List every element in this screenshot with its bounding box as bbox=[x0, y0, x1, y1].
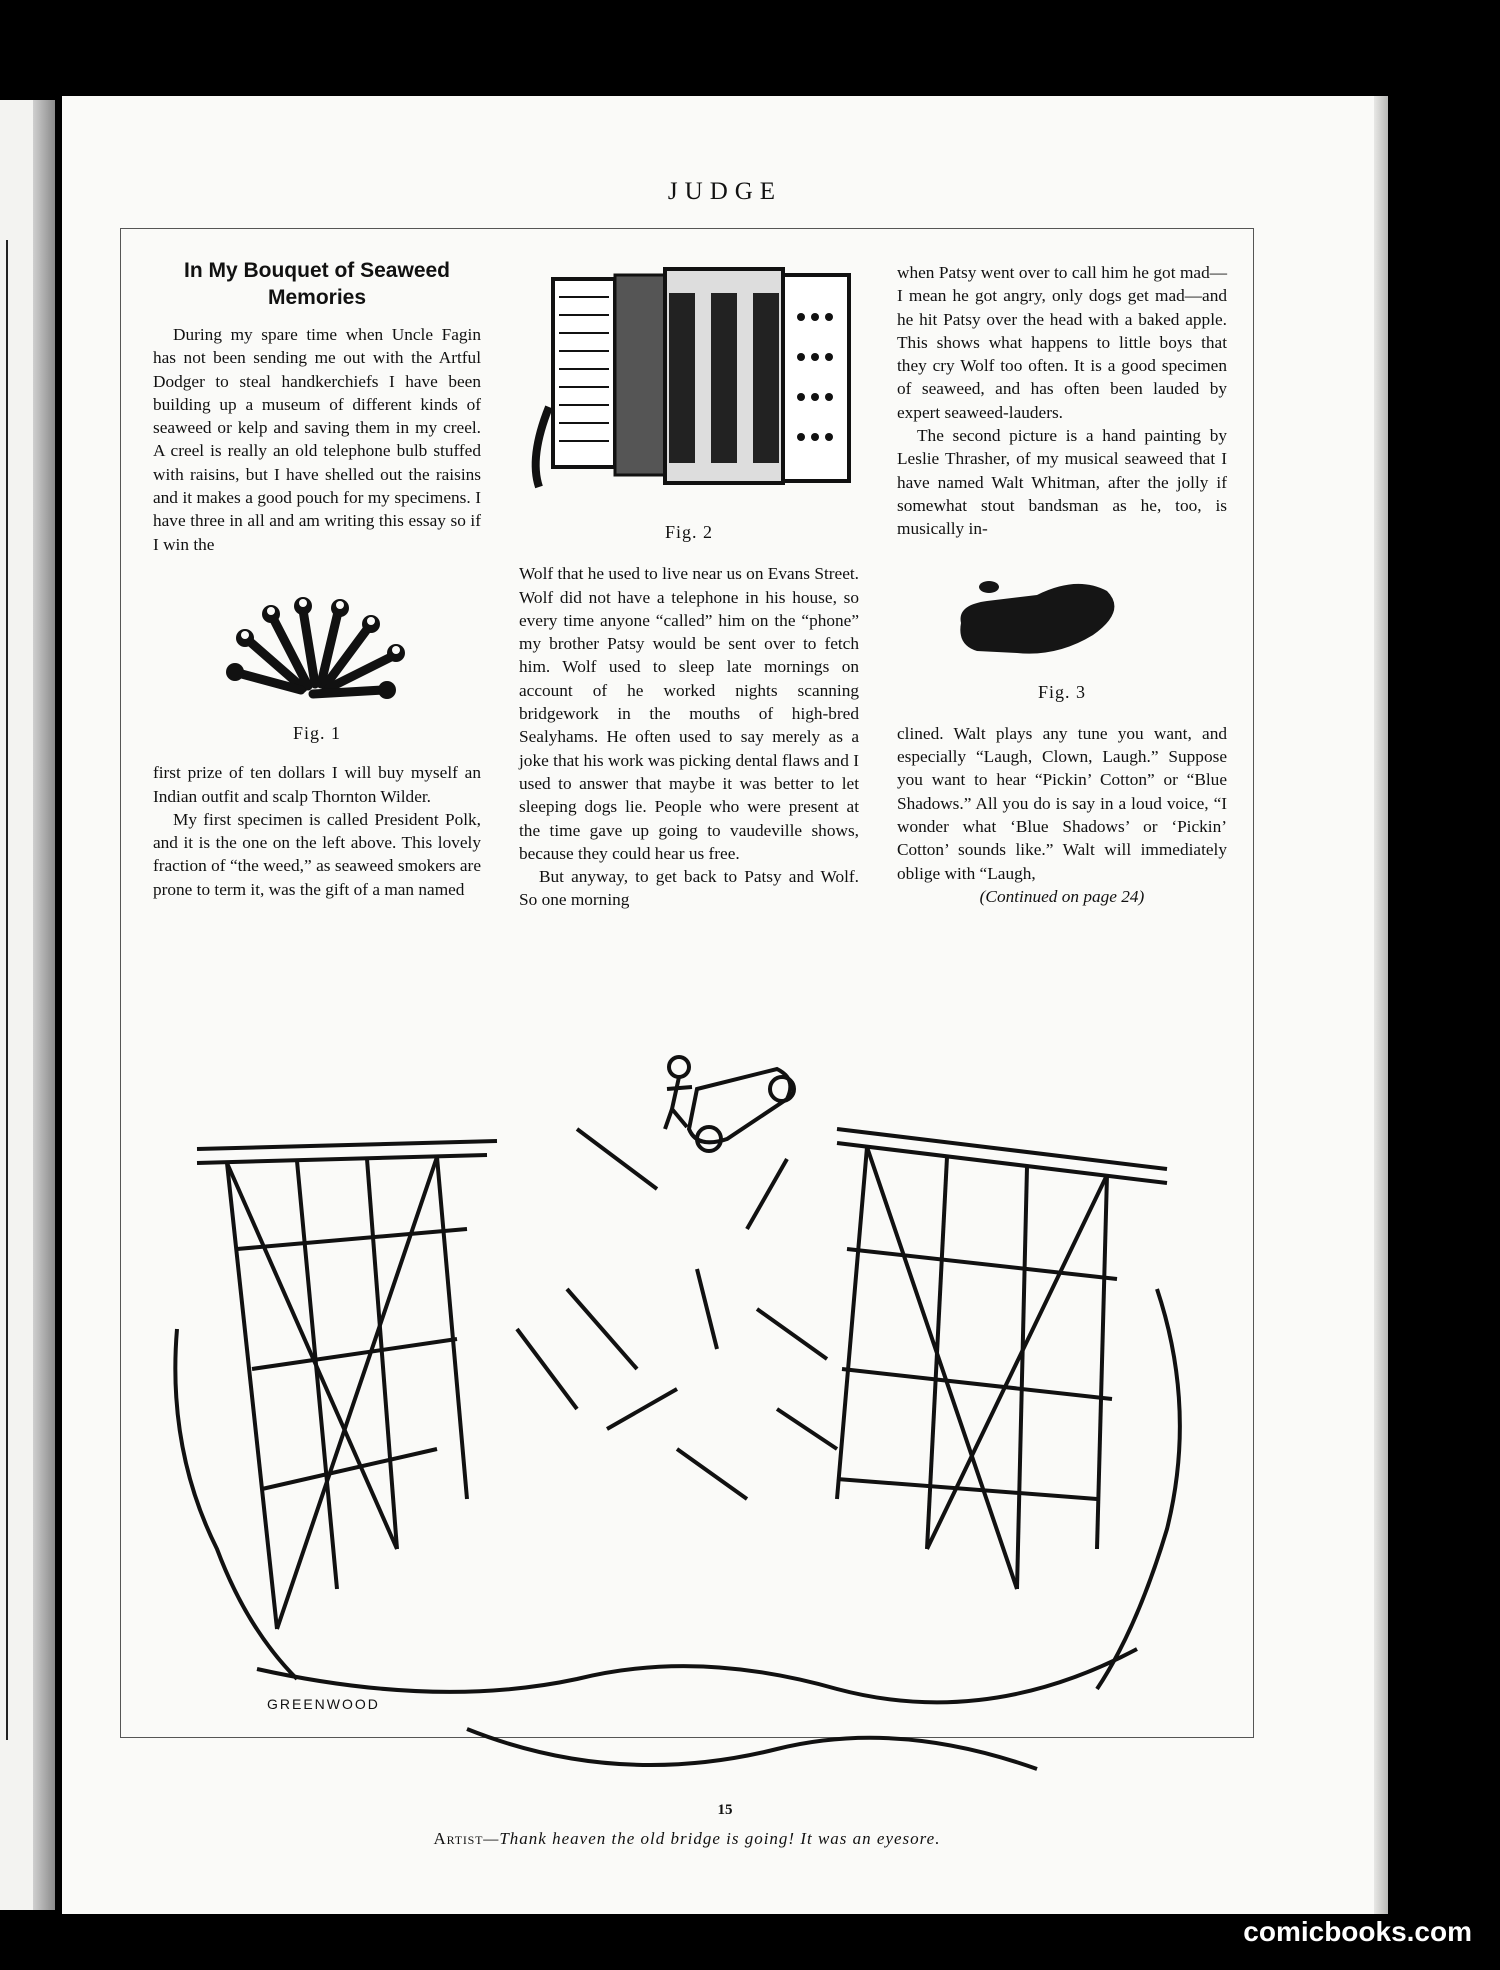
cartoon-signature: GREENWOOD bbox=[267, 1696, 380, 1712]
continued-note: (Continued on page 24) bbox=[979, 886, 1145, 906]
watermark: comicbooks.com bbox=[1243, 1916, 1472, 1947]
page-number: 15 bbox=[717, 1802, 733, 1818]
fig3-label: Fig. 3 bbox=[1037, 681, 1086, 702]
fig1-wrenches-illustration bbox=[153, 578, 481, 708]
magazine-page bbox=[62, 96, 1388, 1914]
previous-page-edge bbox=[0, 100, 55, 1910]
paragraph: During my spare time when Uncle Fagin has not been sending me out with the Artful Dodger to steal handkerchiefs I have been building up a museum of different kinds of seaweed or kelp and saving them in my creel. A creel is really an old telephone bulb stuffed with raisins, but I have shelled out the raisins and it makes a good pouch for my specimens. I have three in all and am writing this essay so if I win the bbox=[153, 325, 481, 554]
paragraph: clined. Walt plays any tune you want, and especially “Laugh, Clown, Laugh.” Suppose you want to hear “Pickin’ Cotton” or “Blue Shadows.” All you do is say in a loud voice, “I wonder what ‘Blue Shadows’ or ‘Pickin’ Cotton’ sounds like.” Walt will immediately oblige with “Laugh, bbox=[897, 723, 1227, 883]
fig1-label: Fig. 1 bbox=[292, 722, 341, 743]
column-3 bbox=[897, 261, 1227, 908]
fig3-boxing-glove-illustration bbox=[897, 565, 1227, 675]
collapsing-bridge-cartoon bbox=[137, 1029, 1237, 1829]
paragraph: The second picture is a hand painting by Leslie Thrasher, of my musical seaweed that I have named Walt Whitman, after the jolly if somewhat stout bandsman as he, too, is musically in- bbox=[897, 426, 1227, 539]
caption-text: —Thank heaven the old bridge is going! It was an eyesore. bbox=[483, 1829, 941, 1848]
article-title: In My Bouquet of Seaweed Memories bbox=[183, 259, 451, 309]
paragraph: first prize of ten dollars I will buy myself an Indian outfit and scalp Thornton Wilder. bbox=[153, 763, 481, 806]
page-shadow bbox=[1374, 96, 1388, 1914]
fig2-label: Fig. 2 bbox=[664, 522, 713, 542]
caption-speaker: Artist bbox=[433, 1829, 484, 1848]
paragraph: But anyway, to get back to Patsy and Wolf. So one morning bbox=[519, 867, 859, 910]
column-1 bbox=[153, 257, 481, 901]
cartoon-caption bbox=[121, 1829, 1253, 1849]
column-2 bbox=[519, 257, 859, 912]
fig2-accordion-illustration bbox=[519, 257, 859, 509]
paragraph: Wolf that he used to live near us on Evans Street. Wolf did not have a telephone in his house, so every time anyone “called” him on the “phone” my brother Patsy would be sent over to fetch him. Wolf used to sleep late mornings on account of he worked nights scanning bridgework in the mouths of high-bred Sealyhams. He often used to say merely as a joke that his work was picking dental flaws and I used to answer that maybe it was better to let sleeping dogs lie. People who were present at the time gave up going to vaudeville shows, because they could hear us free. bbox=[519, 564, 859, 863]
paragraph: when Patsy went over to call him he got mad—I mean he got angry, only dogs get mad—and he hit Patsy over the head with a baked apple. This shows what happens to little boys that they cry Wolf too often. It is a good specimen of seaweed, and has often been lauded by expert seaweed-lauders. bbox=[897, 263, 1227, 422]
page-edge-line bbox=[6, 240, 8, 1740]
magazine-header: JUDGE bbox=[667, 178, 783, 205]
book-gutter bbox=[33, 100, 55, 1910]
paragraph: My first specimen is called President Polk, and it is the one on the left above. This lovely fraction of “the weed,” as seaweed smokers are prone to term it, was the gift of a man named bbox=[153, 809, 481, 899]
